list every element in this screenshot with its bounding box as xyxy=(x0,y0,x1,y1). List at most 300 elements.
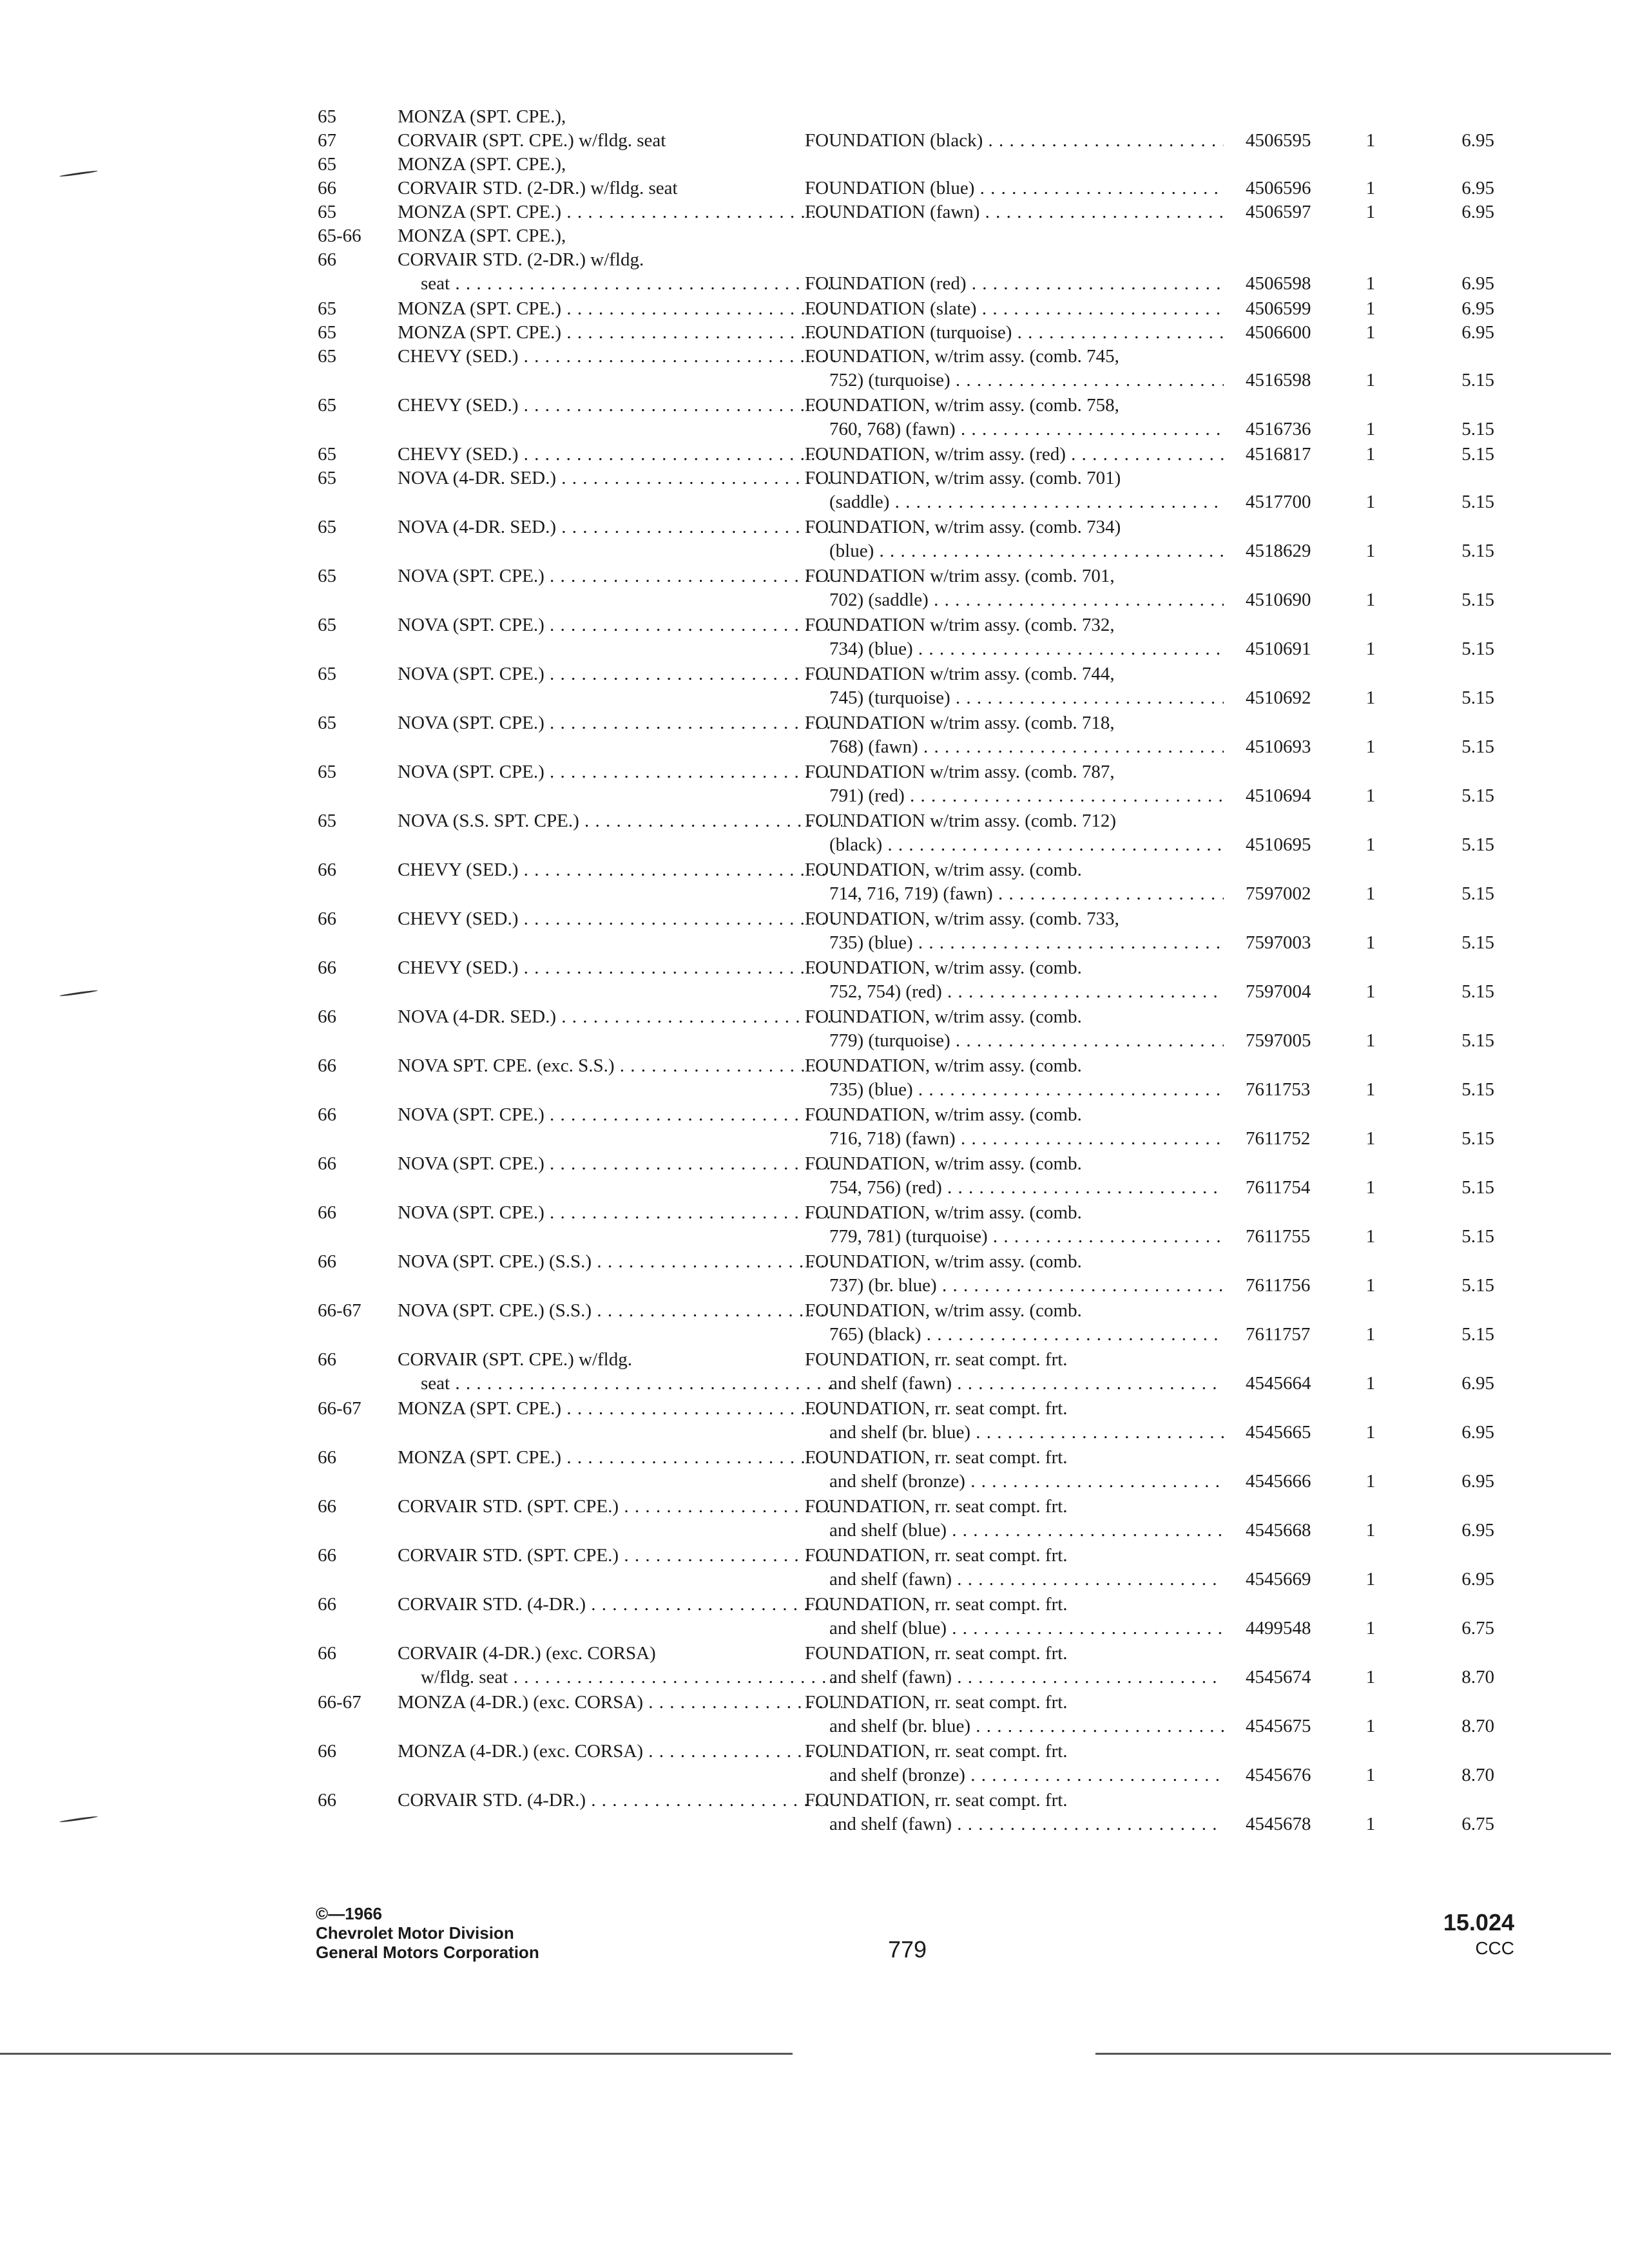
vehicle-model-text: CORVAIR (SPT. CPE.) w/fldg. seat xyxy=(398,130,666,151)
part-entry xyxy=(318,248,1497,297)
model-year: 66 xyxy=(318,1790,336,1811)
list-price: 6.95 xyxy=(1461,130,1494,151)
part-description xyxy=(829,1372,1224,1396)
vehicle-model-text: MONZA (SPT. CPE.), xyxy=(398,226,566,246)
vehicle-model xyxy=(398,443,842,466)
list-price: 5.15 xyxy=(1461,834,1494,855)
division-line: Chevrolet Motor Division xyxy=(316,1923,514,1943)
part-description xyxy=(829,735,1224,759)
model-year: 65 xyxy=(318,762,336,782)
model-year: 66 xyxy=(318,957,336,978)
vehicle-model-text: NOVA (SPT. CPE.) xyxy=(398,664,545,684)
entry-line xyxy=(318,1152,1497,1176)
list-price: 5.15 xyxy=(1461,370,1494,390)
part-description xyxy=(829,1519,1224,1542)
entry-line xyxy=(318,272,1497,296)
list-price: 5.15 xyxy=(1461,639,1494,659)
vehicle-model-text: CORVAIR STD. (SPT. CPE.) xyxy=(398,1496,619,1517)
vehicle-model-text: CHEVY (SED.) xyxy=(398,346,519,367)
part-number: 4506599 xyxy=(1246,298,1311,319)
part-entry xyxy=(318,1642,1497,1691)
entry-line xyxy=(318,418,1497,441)
vehicle-model-text: seat xyxy=(421,1373,450,1394)
part-entry xyxy=(318,1250,1497,1299)
part-description xyxy=(829,369,1224,392)
part-entry xyxy=(318,613,1497,662)
vehicle-model xyxy=(421,1666,842,1689)
part-description-text: 735) (blue) xyxy=(829,932,913,953)
list-price: 6.95 xyxy=(1461,322,1494,343)
quantity: 1 xyxy=(1365,1177,1376,1198)
vehicle-model-text: w/fldg. seat xyxy=(421,1667,508,1687)
part-number: 4545675 xyxy=(1246,1716,1311,1736)
section-reference xyxy=(1443,1908,1514,1960)
vehicle-model-text: CHEVY (SED.) xyxy=(398,860,519,880)
part-entry xyxy=(318,443,1497,466)
part-description-text: FOUNDATION, w/trim assy. (comb. 745, xyxy=(805,346,1119,367)
part-description xyxy=(805,200,1224,224)
vehicle-model-text: CORVAIR STD. (4-DR.) xyxy=(398,1594,586,1615)
part-description xyxy=(829,1225,1224,1249)
part-description-text: and shelf (br. blue) xyxy=(829,1716,971,1736)
entry-line xyxy=(318,200,1497,224)
parts-table xyxy=(318,105,1497,1838)
quantity: 1 xyxy=(1365,1422,1376,1443)
part-entry xyxy=(318,662,1497,711)
vehicle-model xyxy=(398,760,842,784)
model-year: 66-67 xyxy=(318,1398,361,1419)
entry-line xyxy=(318,760,1497,784)
entry-line xyxy=(318,1348,1497,1372)
entry-line xyxy=(318,1617,1497,1640)
part-description-text: FOUNDATION, w/trim assy. (comb. xyxy=(805,1153,1082,1174)
quantity: 1 xyxy=(1365,932,1376,953)
list-price: 5.15 xyxy=(1461,1030,1494,1051)
vehicle-model-text: MONZA (SPT. CPE.), xyxy=(398,106,566,127)
entry-line xyxy=(318,129,1497,153)
part-description-text: FOUNDATION, rr. seat compt. frt. xyxy=(805,1496,1068,1517)
vehicle-model xyxy=(398,1397,842,1421)
vehicle-model-text: CHEVY (SED.) xyxy=(398,957,519,978)
model-year: 65 xyxy=(318,346,336,367)
part-description xyxy=(805,345,1539,369)
part-description xyxy=(829,1274,1224,1298)
entry-line xyxy=(318,858,1497,882)
entry-line xyxy=(318,1519,1497,1542)
part-entry xyxy=(318,177,1497,200)
part-description xyxy=(805,466,1539,490)
part-description-text: and shelf (fawn) xyxy=(829,1814,952,1834)
vehicle-model xyxy=(398,1299,842,1323)
quantity: 1 xyxy=(1365,687,1376,708)
part-number: 7611752 xyxy=(1246,1128,1311,1149)
list-price: 6.95 xyxy=(1461,178,1494,198)
vehicle-model xyxy=(398,1152,842,1176)
part-description-text: FOUNDATION, w/trim assy. (comb. 701) xyxy=(805,468,1121,488)
quantity: 1 xyxy=(1365,1814,1376,1834)
vehicle-model xyxy=(398,200,842,224)
part-description-text: FOUNDATION w/trim assy. (comb. 712) xyxy=(805,811,1117,831)
entry-line xyxy=(318,1715,1497,1738)
part-description-text: and shelf (bronze) xyxy=(829,1471,965,1492)
entry-line xyxy=(318,637,1497,661)
model-year: 65 xyxy=(318,154,336,175)
vehicle-model-text: MONZA (SPT. CPE.) xyxy=(398,1398,562,1419)
part-description xyxy=(829,1812,1224,1836)
part-description-text: FOUNDATION, w/trim assy. (comb. xyxy=(805,1055,1082,1076)
vehicle-model xyxy=(398,858,842,882)
quantity: 1 xyxy=(1365,1226,1376,1247)
vehicle-model xyxy=(398,613,842,637)
part-description xyxy=(805,321,1224,345)
section-code: 15.024 xyxy=(1443,1909,1514,1936)
quantity: 1 xyxy=(1365,1324,1376,1345)
part-description xyxy=(805,515,1539,539)
part-description-text: FOUNDATION (slate) xyxy=(805,298,977,319)
part-entry xyxy=(318,1152,1497,1201)
entry-line xyxy=(318,224,1497,248)
list-price: 5.15 xyxy=(1461,883,1494,904)
vehicle-model-text: MONZA (4-DR.) (exc. CORSA) xyxy=(398,1741,643,1762)
part-description-text: (black) xyxy=(829,834,883,855)
part-description-text: 779, 781) (turquoise) xyxy=(829,1226,988,1247)
model-year: 66 xyxy=(318,1251,336,1272)
part-entry xyxy=(318,466,1497,515)
part-description-text: FOUNDATION (black) xyxy=(805,130,983,151)
binder-mark-middle xyxy=(59,990,98,997)
quantity: 1 xyxy=(1365,1716,1376,1736)
vehicle-model xyxy=(421,272,842,296)
part-number: 4506596 xyxy=(1246,178,1311,198)
vehicle-model xyxy=(398,1691,842,1715)
vehicle-model xyxy=(398,907,842,931)
part-description xyxy=(829,1421,1224,1445)
vehicle-model-text: CHEVY (SED.) xyxy=(398,908,519,929)
part-description-text: FOUNDATION, w/trim assy. (red) xyxy=(805,444,1066,465)
part-description xyxy=(805,1642,1539,1666)
vehicle-model-text: NOVA (SPT. CPE.) xyxy=(398,713,545,733)
part-number: 7611753 xyxy=(1246,1079,1311,1100)
entry-line xyxy=(318,809,1497,833)
part-description-text: FOUNDATION, rr. seat compt. frt. xyxy=(805,1447,1068,1468)
part-description xyxy=(805,907,1539,931)
part-number: 4518629 xyxy=(1246,541,1311,561)
vehicle-model-text: NOVA (SPT. CPE.) (S.S.) xyxy=(398,1251,592,1272)
vehicle-model xyxy=(398,809,842,833)
vehicle-model xyxy=(398,1446,842,1470)
part-entry xyxy=(318,200,1497,224)
part-number: 4517700 xyxy=(1246,492,1311,512)
bottom-rule-left xyxy=(0,2053,793,2055)
entry-line xyxy=(318,1005,1497,1029)
entry-line xyxy=(318,1201,1497,1225)
model-year: 65 xyxy=(318,664,336,684)
list-price: 5.15 xyxy=(1461,1226,1494,1247)
part-number: 4510691 xyxy=(1246,639,1311,659)
part-description xyxy=(805,1054,1539,1078)
entry-line xyxy=(318,153,1497,177)
part-description-text: 760, 768) (fawn) xyxy=(829,419,956,439)
entry-line xyxy=(318,613,1497,637)
entry-line xyxy=(318,297,1497,321)
vehicle-model-text: CORVAIR (4-DR.) (exc. CORSA) xyxy=(398,1643,656,1664)
part-description xyxy=(829,1715,1224,1738)
part-number: 4545674 xyxy=(1246,1667,1311,1687)
vehicle-model xyxy=(398,711,842,735)
part-description xyxy=(805,809,1539,833)
part-number: 4516817 xyxy=(1246,444,1311,465)
vehicle-model xyxy=(398,224,1087,248)
part-description xyxy=(805,1397,1539,1421)
vehicle-model xyxy=(398,1593,842,1617)
part-description-text: FOUNDATION, w/trim assy. (comb. xyxy=(805,1251,1082,1272)
vehicle-model-text: NOVA (SPT. CPE.) xyxy=(398,1153,545,1174)
vehicle-model xyxy=(398,1054,842,1078)
part-description xyxy=(805,956,1539,980)
vehicle-model-text: CHEVY (SED.) xyxy=(398,444,519,465)
entry-line xyxy=(318,588,1497,612)
entry-line xyxy=(318,1176,1497,1200)
entry-line xyxy=(318,1421,1497,1445)
entry-line xyxy=(318,177,1497,200)
entry-line xyxy=(318,735,1497,759)
model-year: 65 xyxy=(318,106,336,127)
vehicle-model-text: MONZA (SPT. CPE.), xyxy=(398,154,566,175)
list-price: 5.15 xyxy=(1461,1275,1494,1296)
vehicle-model xyxy=(398,1544,842,1568)
vehicle-model-text: CORVAIR STD. (2-DR.) w/fldg. seat xyxy=(398,178,678,198)
part-description-text: FOUNDATION (turquoise) xyxy=(805,322,1012,343)
part-number: 4545676 xyxy=(1246,1765,1311,1785)
vehicle-model-text: NOVA (SPT. CPE.) xyxy=(398,615,545,635)
part-description-text: 791) (red) xyxy=(829,785,905,806)
entry-line xyxy=(318,1789,1497,1812)
part-description xyxy=(829,539,1224,563)
list-price: 8.70 xyxy=(1461,1765,1494,1785)
page-number: 779 xyxy=(888,1936,927,1963)
model-year: 65 xyxy=(318,713,336,733)
part-description xyxy=(805,760,1539,784)
vehicle-model xyxy=(398,564,842,588)
entry-line xyxy=(318,443,1497,466)
vehicle-model xyxy=(398,1103,842,1127)
entry-line xyxy=(318,466,1497,490)
entry-line xyxy=(318,931,1497,955)
model-year: 66 xyxy=(318,1447,336,1468)
quantity: 1 xyxy=(1365,639,1376,659)
part-description xyxy=(805,662,1539,686)
list-price: 6.75 xyxy=(1461,1618,1494,1639)
part-number: 4506598 xyxy=(1246,273,1311,294)
part-description xyxy=(829,1470,1224,1494)
quantity: 1 xyxy=(1365,1471,1376,1492)
part-entry xyxy=(318,1348,1497,1397)
part-description xyxy=(805,297,1224,321)
quantity: 1 xyxy=(1365,1618,1376,1639)
model-year: 65 xyxy=(318,615,336,635)
part-description xyxy=(829,588,1224,612)
part-description-text: 745) (turquoise) xyxy=(829,687,950,708)
list-price: 5.15 xyxy=(1461,1128,1494,1149)
part-description-text: 714, 716, 719) (fawn) xyxy=(829,883,993,904)
vehicle-model-text: CORVAIR STD. (2-DR.) w/fldg. xyxy=(398,249,644,270)
part-entry xyxy=(318,1005,1497,1054)
model-year: 66-67 xyxy=(318,1300,361,1321)
part-entry xyxy=(318,297,1497,321)
quantity: 1 xyxy=(1365,419,1376,439)
part-description xyxy=(805,711,1539,735)
vehicle-model-text: MONZA (SPT. CPE.) xyxy=(398,322,562,343)
part-description-text: FOUNDATION, w/trim assy. (comb. 733, xyxy=(805,908,1119,929)
list-price: 5.15 xyxy=(1461,981,1494,1002)
part-description xyxy=(829,1763,1224,1787)
part-entry xyxy=(318,1299,1497,1348)
part-number: 4545664 xyxy=(1246,1373,1311,1394)
list-price: 6.75 xyxy=(1461,1814,1494,1834)
part-description-text: 768) (fawn) xyxy=(829,736,918,757)
list-price: 6.95 xyxy=(1461,273,1494,294)
part-description xyxy=(805,1593,1539,1617)
vehicle-model-text: CORVAIR STD. (SPT. CPE.) xyxy=(398,1545,619,1566)
quantity: 1 xyxy=(1365,444,1376,465)
vehicle-model-text: NOVA (4-DR. SED.) xyxy=(398,517,556,537)
vehicle-model-text: NOVA (SPT. CPE.) xyxy=(398,1104,545,1125)
part-description xyxy=(805,394,1539,418)
entry-line xyxy=(318,345,1497,369)
part-number: 7597003 xyxy=(1246,932,1311,953)
part-description xyxy=(829,1127,1224,1151)
part-description-text: and shelf (bronze) xyxy=(829,1765,965,1785)
part-entry xyxy=(318,809,1497,858)
entry-line xyxy=(318,686,1497,710)
model-year: 66 xyxy=(318,1006,336,1027)
part-entry xyxy=(318,1789,1497,1838)
entry-line xyxy=(318,1225,1497,1249)
vehicle-model xyxy=(398,466,842,490)
binder-mark-top xyxy=(59,170,98,177)
part-number: 4516736 xyxy=(1246,419,1311,439)
model-year: 66 xyxy=(318,1496,336,1517)
part-number: 4516598 xyxy=(1246,370,1311,390)
part-description xyxy=(829,1078,1224,1102)
vehicle-model-text: MONZA (4-DR.) (exc. CORSA) xyxy=(398,1692,643,1713)
vehicle-model xyxy=(398,394,842,418)
entry-line xyxy=(318,1397,1497,1421)
part-entry xyxy=(318,858,1497,907)
model-year: 66 xyxy=(318,1741,336,1762)
part-description-text: (saddle) xyxy=(829,492,890,512)
model-year: 67 xyxy=(318,130,336,151)
part-description xyxy=(829,418,1224,441)
model-year: 65 xyxy=(318,395,336,416)
model-year: 65 xyxy=(318,444,336,465)
part-description-text: FOUNDATION w/trim assy. (comb. 732, xyxy=(805,615,1115,635)
part-entry xyxy=(318,321,1497,345)
part-entry xyxy=(318,394,1497,443)
entry-line xyxy=(318,1054,1497,1078)
part-entry xyxy=(318,153,1497,177)
vehicle-model-text: seat xyxy=(421,273,450,294)
vehicle-model-text: NOVA (SPT. CPE.) xyxy=(398,566,545,586)
part-entry xyxy=(318,1593,1497,1642)
part-description-text: FOUNDATION, rr. seat compt. frt. xyxy=(805,1643,1068,1664)
part-description-text: 752) (turquoise) xyxy=(829,370,950,390)
entry-line xyxy=(318,1103,1497,1127)
part-description-text: FOUNDATION w/trim assy. (comb. 744, xyxy=(805,664,1115,684)
part-description-text: FOUNDATION, rr. seat compt. frt. xyxy=(805,1349,1068,1370)
part-entry xyxy=(318,1691,1497,1740)
quantity: 1 xyxy=(1365,590,1376,610)
list-price: 5.15 xyxy=(1461,932,1494,953)
list-price: 6.95 xyxy=(1461,1471,1494,1492)
part-description xyxy=(805,177,1224,200)
entry-line xyxy=(318,1495,1497,1519)
list-price: 5.15 xyxy=(1461,1324,1494,1345)
list-price: 5.15 xyxy=(1461,1079,1494,1100)
part-description xyxy=(829,882,1224,906)
vehicle-model-text: NOVA (SPT. CPE.) (S.S.) xyxy=(398,1300,592,1321)
part-description-text: FOUNDATION, rr. seat compt. frt. xyxy=(805,1692,1068,1713)
corporation-line: General Motors Corporation xyxy=(316,1943,539,1962)
entry-line xyxy=(318,980,1497,1004)
part-description-text: FOUNDATION, rr. seat compt. frt. xyxy=(805,1594,1068,1615)
part-number: 4545666 xyxy=(1246,1471,1311,1492)
part-number: 7611755 xyxy=(1246,1226,1311,1247)
part-description xyxy=(829,1666,1224,1689)
quantity: 1 xyxy=(1365,1030,1376,1051)
vehicle-model-text: NOVA (4-DR. SED.) xyxy=(398,1006,556,1027)
part-description xyxy=(805,1299,1539,1323)
part-description-text: FOUNDATION, w/trim assy. (comb. xyxy=(805,1006,1082,1027)
part-description-text: FOUNDATION, w/trim assy. (comb. xyxy=(805,1300,1082,1321)
model-year: 66-67 xyxy=(318,1692,361,1713)
part-description xyxy=(805,272,1224,296)
model-year: 66 xyxy=(318,178,336,198)
part-description-text: FOUNDATION, rr. seat compt. frt. xyxy=(805,1741,1068,1762)
part-description-text: FOUNDATION, rr. seat compt. frt. xyxy=(805,1398,1068,1419)
part-description xyxy=(829,980,1224,1004)
entry-line xyxy=(318,1763,1497,1787)
part-description-text: 779) (turquoise) xyxy=(829,1030,950,1051)
entry-line xyxy=(318,321,1497,345)
vehicle-model-text: NOVA (4-DR. SED.) xyxy=(398,468,556,488)
part-description xyxy=(805,1544,1539,1568)
quantity: 1 xyxy=(1365,834,1376,855)
part-number: 4510694 xyxy=(1246,785,1311,806)
quantity: 1 xyxy=(1365,1128,1376,1149)
entry-line xyxy=(318,1299,1497,1323)
list-price: 5.15 xyxy=(1461,444,1494,465)
part-description xyxy=(805,1250,1539,1274)
part-number: 4510692 xyxy=(1246,687,1311,708)
part-entry xyxy=(318,564,1497,613)
part-entry xyxy=(318,956,1497,1005)
quantity: 1 xyxy=(1365,785,1376,806)
part-number: 4545669 xyxy=(1246,1569,1311,1590)
binder-mark-bottom xyxy=(59,1816,98,1823)
part-description xyxy=(829,784,1224,808)
part-description xyxy=(805,1103,1539,1127)
vehicle-model-text: NOVA (S.S. SPT. CPE.) xyxy=(398,811,579,831)
model-year: 66 xyxy=(318,249,336,270)
entry-line xyxy=(318,105,1497,129)
quantity: 1 xyxy=(1365,273,1376,294)
list-price: 8.70 xyxy=(1461,1667,1494,1687)
quantity: 1 xyxy=(1365,178,1376,198)
list-price: 5.15 xyxy=(1461,419,1494,439)
quantity: 1 xyxy=(1365,1667,1376,1687)
part-number: 4506595 xyxy=(1246,130,1311,151)
